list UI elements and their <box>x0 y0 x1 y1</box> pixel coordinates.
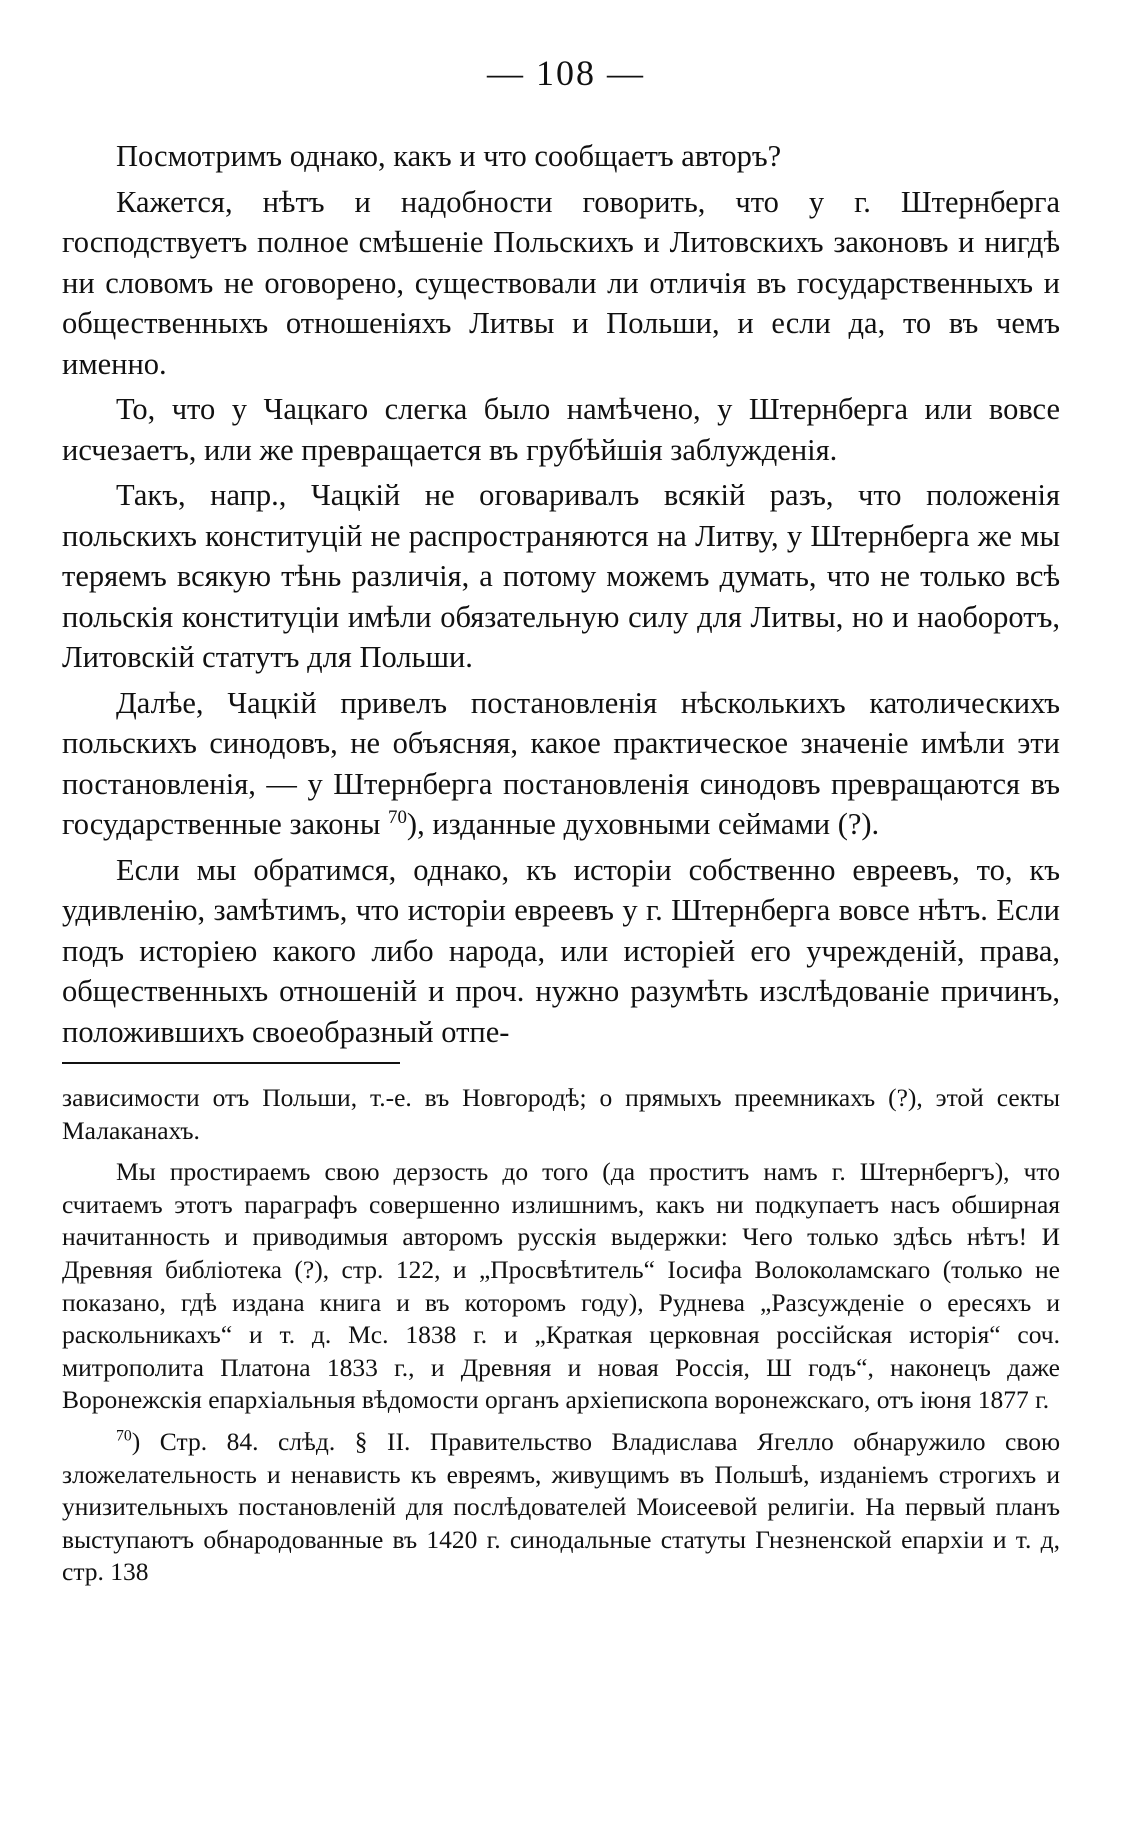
paragraph <box>62 683 1060 845</box>
footnote-text: ) Стр. 84. слѣд. § II. Правительство Владислава Ягелло обнаружило свою зложелательность и ненависть къ евреямъ, живущимъ въ Польшѣ, изданіемъ строгихъ и унизительныхъ постановленій для послѣдователей Моисеевой религіи. На первый планъ выступаютъ обнародованные въ 1420 г. синодальные статуты Гнезненской епархіи и т. д, стр. 138 <box>62 1426 1060 1587</box>
paragraph: Кажется, нѣтъ и надобности говорить, что у г. Штернберга господствуетъ полное смѣшеніе Польскихъ и Литовскихъ законовъ и нигдѣ ни словомъ не оговорено, существовали ли отличія въ государственныхъ и общественныхъ отношеніяхъ Литвы и Польши, и если да, то въ чемъ именно. <box>62 184 1060 381</box>
footnote-reference: 70 <box>388 806 407 828</box>
paragraph: Такъ, напр., Чацкій не оговаривалъ всякій разъ, что положенія польскихъ конституцій не распространяются на Литву, у Штернберга же мы теряемъ всякую тѣнь различія, а потому можемъ думать, что не только всѣ польскія конституціи имѣли обязательную силу для Литвы, но и наоборотъ, Литовскій статутъ для Польши. <box>62 478 1060 674</box>
paragraph-text: ), изданные духовными сеймами (?). <box>406 807 880 841</box>
footnote-number: 70 <box>116 1427 132 1445</box>
footnote-divider <box>62 1062 400 1064</box>
footnote-70 <box>62 1426 1060 1589</box>
footnote-continuation: зависимости отъ Польши, т.-е. въ Новгородѣ; о прямыхъ преемникахъ (?), этой секты Малаканахъ. <box>62 1083 1060 1145</box>
paragraph: То, что у Чацкаго слегка было намѣчено, у Штернберга или вовсе исчезаетъ, или же превращается въ грубѣйшія заблужденія. <box>62 392 1060 467</box>
main-text <box>62 136 1060 1052</box>
paragraph: Посмотримъ однако, какъ и что сообщаетъ авторъ? <box>116 139 782 173</box>
paragraph: Если мы обратимся, однако, къ исторіи собственно евреевъ, то, къ удивленію, замѣтимъ, что исторіи евреевъ у г. Штернберга вовсе нѣтъ. Если подъ исторіею какого либо народа, или исторіей его учрежденій, права, общественныхъ отношеній и проч. нужно разумѣть изслѣдованіе причинъ, положившихъ своеобразный отпе- <box>62 852 1060 1049</box>
footnote-paragraph: Мы простираемъ свою дерзость до того (да проститъ намъ г. Штернбергъ), что считаемъ этотъ параграфъ совершенно излишнимъ, какъ ни подкупаетъ насъ обширная начитанность и приводимыя авторомъ русскія выдержки: Чего только здѣсь нѣтъ! И Древняя библіотека (?), стр. 122, и „Просвѣтитель“ Іосифа Волоколамскаго (только не показано, гдѣ издана книга и въ которомъ году), Руднева „Разсужденіе о ересяхъ и раскольникахъ“ и т. д. Мс. 1838 г. и „Краткая церковная россійская исторія“ соч. митрополита Платона 1833 г., и Древняя и новая Россія, Ш годъ“, наконецъ даже Воронежскія епархіальныя вѣдомости органъ архіепископа воронежскаго, отъ іюня 1877 г. <box>62 1157 1060 1415</box>
paragraph-text: Далѣе, Чацкій привелъ постановленія нѣсколькихъ католическихъ польскихъ синодовъ, не объясняя, какое практическое значеніе имѣли эти постановленія, — у Штернберга постановленія синодовъ превращаются въ государственные законы <box>62 685 1060 841</box>
footnotes <box>62 1082 1060 1589</box>
page-number: — 108 — <box>487 53 645 93</box>
